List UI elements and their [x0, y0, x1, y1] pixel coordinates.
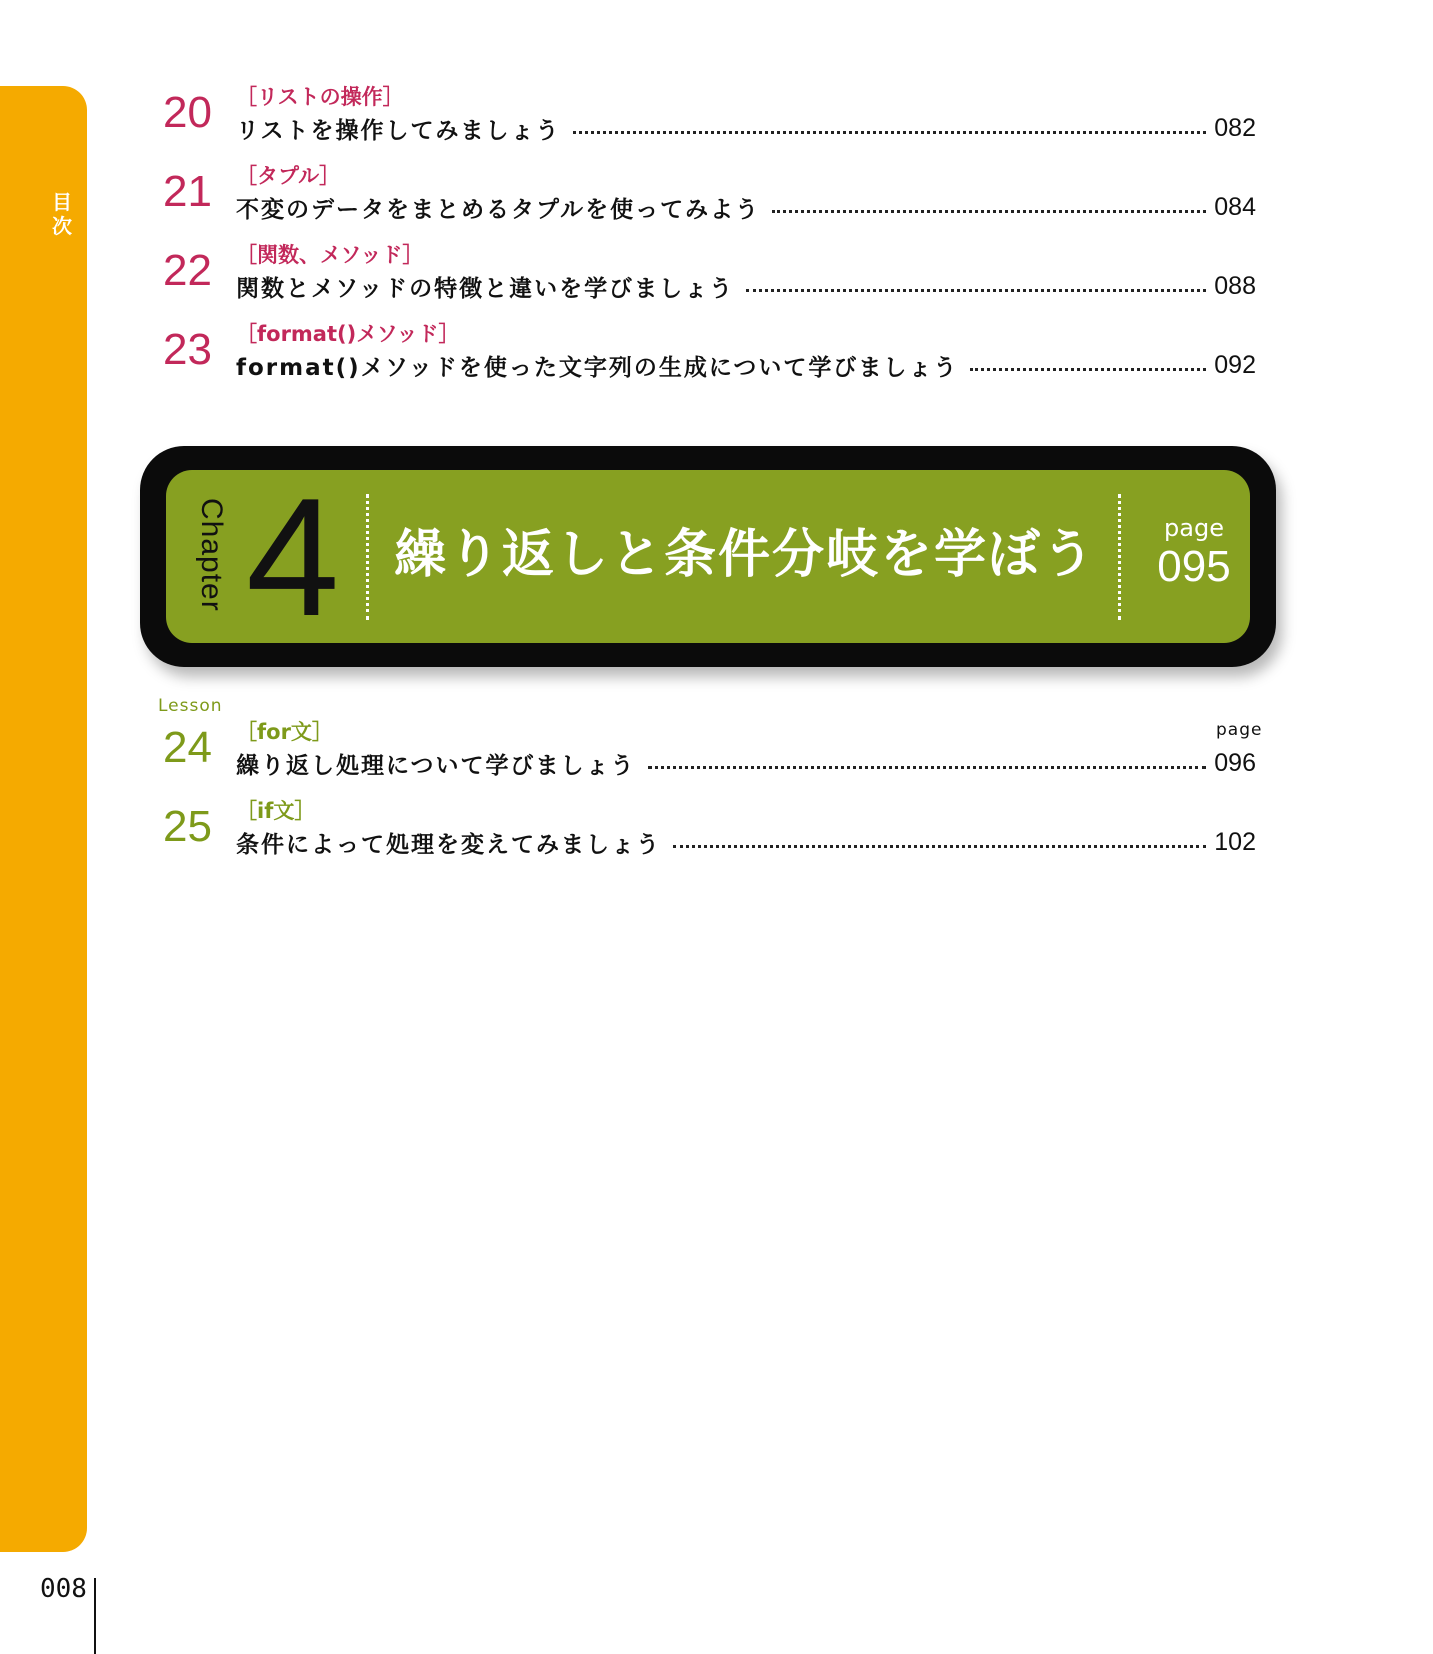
lesson-number: 21: [163, 167, 212, 216]
lesson-page: 084: [1214, 192, 1256, 221]
lesson-heading: Lesson: [158, 696, 223, 716]
lesson-title: 不変のデータをまとめるタプルを使ってみよう: [236, 196, 761, 223]
chapter-number: 4: [246, 463, 340, 651]
lesson-category: ［関数、メソッド］: [236, 243, 424, 267]
toc-entry-25[interactable]: [160, 798, 1256, 878]
lesson-category: ［リストの操作］: [236, 85, 404, 109]
chapter-label: Chapter: [195, 498, 228, 612]
toc-entry-22[interactable]: [160, 242, 1256, 322]
chapter-divider: [366, 494, 369, 620]
dot-leader: [573, 131, 1207, 134]
toc-entry-24[interactable]: [160, 719, 1256, 799]
chapter-page-number: 095: [1157, 542, 1231, 591]
lesson-number: 25: [163, 802, 212, 851]
toc-entry-20[interactable]: [160, 84, 1256, 164]
toc-side-tab-label: 目次: [52, 190, 72, 238]
lesson-number: 22: [163, 246, 212, 295]
lesson-number: 23: [163, 325, 212, 374]
page-heading: page: [1216, 720, 1263, 740]
lesson-title: 条件によって処理を変えてみましょう: [236, 831, 661, 858]
lesson-category: ［タプル］: [236, 164, 341, 188]
lesson-title: 関数とメソッドの特徴と違いを学びましょう: [236, 275, 735, 302]
chapter-divider: [1118, 494, 1121, 620]
chapter-title: 繰り返しと条件分岐を学ぼう: [394, 525, 1097, 585]
lesson-title: リストを操作してみましょう: [236, 117, 561, 144]
lesson-page: 102: [1214, 827, 1256, 856]
chapter-banner[interactable]: [140, 446, 1276, 667]
dot-leader: [648, 766, 1207, 769]
chapter-page-label: page: [1164, 514, 1224, 542]
toc-entry-23[interactable]: [160, 321, 1256, 401]
lesson-title: format()メソッドを使った文字列の生成について学びましょう: [236, 354, 959, 381]
lesson-category: ［if文］: [236, 799, 316, 823]
lesson-page: 092: [1214, 350, 1256, 379]
page-number-rule: [94, 1578, 96, 1654]
toc-side-tab: [0, 86, 87, 1552]
toc-entry-21[interactable]: [160, 163, 1256, 243]
lesson-category: ［format()メソッド］: [236, 322, 460, 346]
lesson-page: 088: [1214, 271, 1256, 300]
lesson-page: 096: [1214, 748, 1256, 777]
lesson-category: ［for文］: [236, 720, 333, 744]
lesson-number: 24: [163, 723, 212, 772]
dot-leader: [970, 368, 1206, 371]
page-number: 008: [40, 1574, 87, 1604]
dot-leader: [746, 289, 1206, 292]
lesson-page: 082: [1214, 113, 1256, 142]
lesson-number: 20: [163, 88, 212, 137]
dot-leader: [772, 210, 1206, 213]
chapter-banner-inner: [166, 463, 1250, 651]
dot-leader: [673, 845, 1206, 848]
lesson-title: 繰り返し処理について学びましょう: [236, 752, 636, 779]
